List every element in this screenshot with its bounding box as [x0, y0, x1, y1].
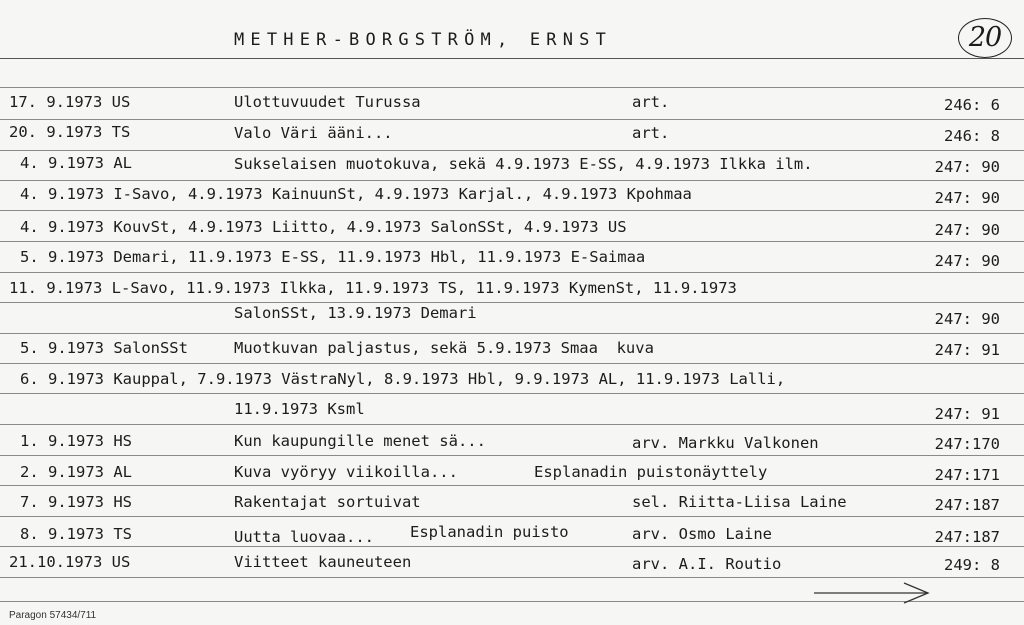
rule [0, 516, 1024, 517]
rule [0, 455, 1024, 456]
entry-title: Sukselaisen muotokuva, sekä 4.9.1973 E-SS, 4.9.1973 Ilkka ilm. [234, 155, 813, 173]
arrow-right-icon [812, 581, 932, 607]
rule [0, 577, 1024, 578]
entry-ref: 247: 90 [934, 252, 1000, 270]
entry-type: arv. A.I. Routio [632, 555, 782, 573]
entry-type: sel. Riitta-Liisa Laine [632, 493, 847, 511]
rule [0, 150, 1024, 151]
entry-title: Valo Väri ääni... [234, 124, 393, 142]
entry-ref: 249: 8 [944, 556, 1000, 574]
entry-date: 21.10.1973 US [9, 553, 131, 571]
entry-title: Uutta luovaa... [234, 528, 374, 546]
entry-ref: 246: 6 [944, 96, 1000, 114]
rule [0, 546, 1024, 547]
rule [0, 302, 1024, 303]
entry-title: Viitteet kauneuteen [234, 553, 412, 571]
entry-ref: 247:171 [934, 466, 1000, 484]
rule [0, 393, 1024, 394]
entry-ref: 247: 91 [934, 341, 1000, 359]
rule [0, 424, 1024, 425]
entry-note: Esplanadin puistonäyttely [534, 463, 768, 481]
entry-ref: 247: 91 [934, 405, 1000, 423]
entry-type: arv. Osmo Laine [632, 525, 772, 543]
entry-ref: 247: 90 [934, 158, 1000, 176]
entry-date: 1. 9.1973 HS [20, 432, 132, 450]
entry-type: art. [632, 124, 670, 142]
entry-line: 4. 9.1973 KouvSt, 4.9.1973 Liitto, 4.9.1973 SalonSSt, 4.9.1973 US [20, 218, 627, 236]
entry-date: 2. 9.1973 AL [20, 463, 132, 481]
entry-date: 17. 9.1973 US [9, 93, 131, 111]
header-rule [0, 58, 1024, 59]
rule [0, 241, 1024, 242]
entry-line: 11. 9.1973 L-Savo, 11.9.1973 Ilkka, 11.9.1973 TS, 11.9.1973 KymenSt, 11.9.1973 [9, 279, 737, 297]
card-title: METHER-BORGSTRÖM, ERNST [234, 30, 613, 50]
entry-note: Esplanadin puisto [410, 523, 569, 541]
rule [0, 363, 1024, 364]
rule [0, 485, 1024, 486]
entry-date: 4. 9.1973 AL [20, 154, 132, 172]
entry-title: Rakentajat sortuivat [234, 493, 421, 511]
entry-ref: 247:187 [934, 496, 1000, 514]
entry-ref: 247: 90 [934, 221, 1000, 239]
card-number: 20 [958, 18, 1012, 58]
entry-ref: 247:170 [934, 435, 1000, 453]
rule [0, 272, 1024, 273]
entry-date: 8. 9.1973 TS [20, 525, 132, 543]
rule [0, 210, 1024, 211]
entry-date: 5. 9.1973 SalonSSt [20, 339, 188, 357]
entry-line: 6. 9.1973 Kauppal, 7.9.1973 VästraNyl, 8.9.1973 Hbl, 9.9.1973 AL, 11.9.1973 Lalli, [20, 370, 786, 388]
entry-title: Kun kaupungille menet sä... [234, 432, 486, 450]
entry-ref: 247: 90 [934, 189, 1000, 207]
entry-type: art. [632, 93, 670, 111]
entry-title: Kuva vyöryy viikoilla... [234, 463, 458, 481]
rule [0, 180, 1024, 181]
entry-ref: 247:187 [934, 528, 1000, 546]
entry-line: 4. 9.1973 I-Savo, 4.9.1973 KainuunSt, 4.9.1973 Karjal., 4.9.1973 Kpohmaa [20, 185, 692, 203]
entry-continuation: 11.9.1973 Ksml [234, 400, 365, 418]
entry-date: 20. 9.1973 TS [9, 123, 131, 141]
entry-line: 5. 9.1973 Demari, 11.9.1973 E-SS, 11.9.1973 Hbl, 11.9.1973 E-Saimaa [20, 248, 646, 266]
entry-date: 7. 9.1973 HS [20, 493, 132, 511]
entry-type: arv. Markku Valkonen [632, 434, 819, 452]
entry-title: Muotkuvan paljastus, sekä 5.9.1973 Smaa kuva [234, 339, 654, 357]
rule [0, 119, 1024, 120]
card-footer: Paragon 57434/711 [9, 610, 97, 621]
entry-ref: 246: 8 [944, 127, 1000, 145]
entry-continuation: SalonSSt, 13.9.1973 Demari [234, 304, 477, 322]
rule [0, 333, 1024, 334]
rule [0, 87, 1024, 88]
entry-title: Ulottuvuudet Turussa [234, 93, 421, 111]
entry-ref: 247: 90 [934, 310, 1000, 328]
